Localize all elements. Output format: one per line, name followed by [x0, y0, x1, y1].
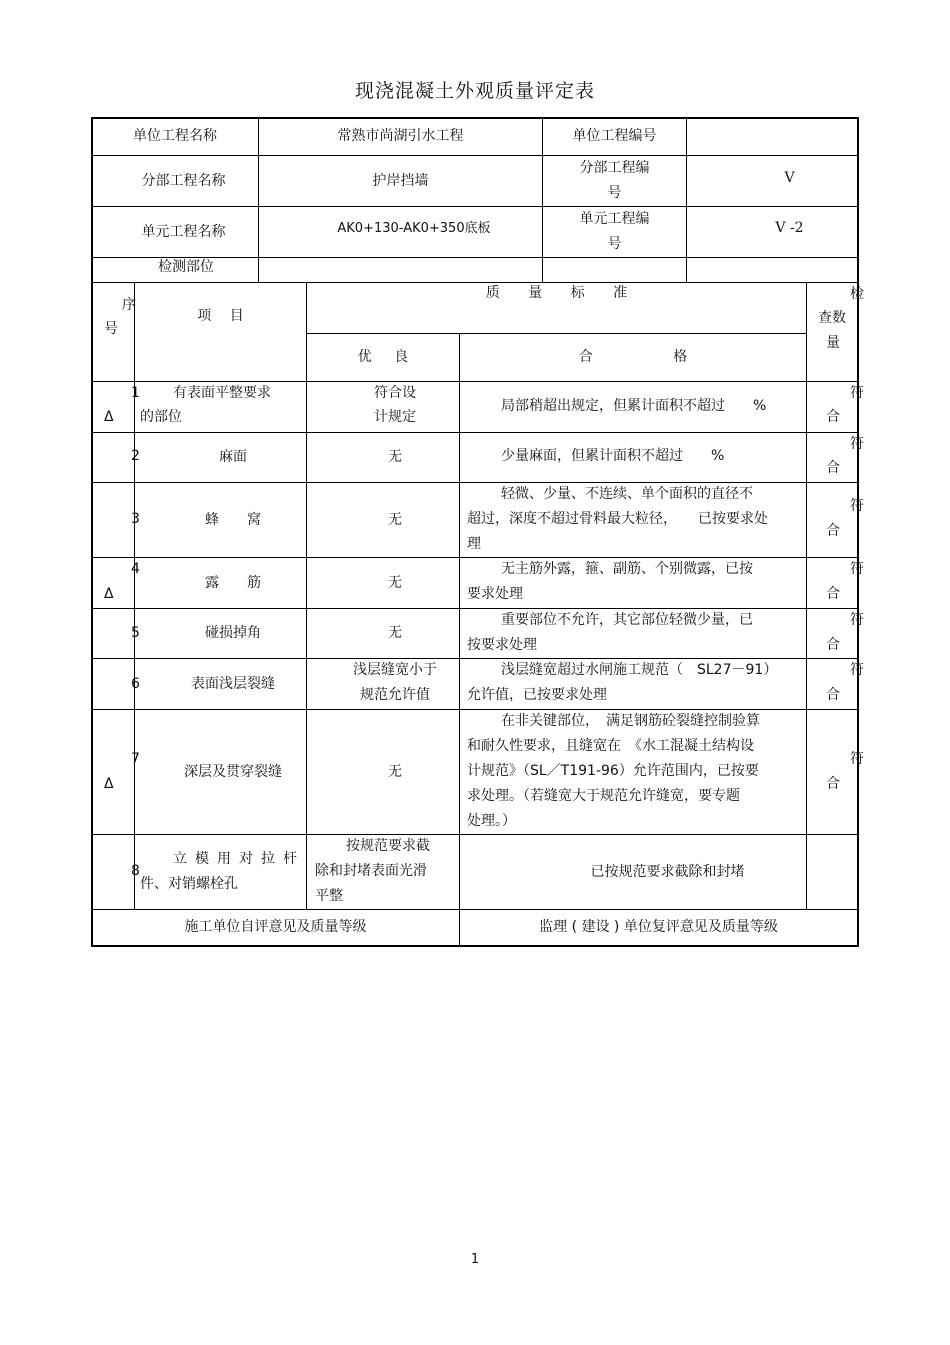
excellent-line1: 无: [388, 574, 402, 591]
qualified-line3: 理: [467, 536, 481, 552]
qualified-line1: 少量麻面，但累计面积不超过 %: [501, 448, 725, 464]
row-number: 6: [131, 676, 140, 692]
contractor-self-assessment-label: 施工单位自评意见及质量等级: [184, 919, 367, 935]
qualified-line2: 超过，深度不超过骨料最大粒径， 已按要求处: [467, 511, 768, 527]
check-result-line2: 合: [826, 586, 840, 602]
element-project-no-label-line1: 单元工程编: [579, 211, 650, 227]
sub-project-no-label: [543, 156, 686, 206]
row-number: 3: [131, 511, 140, 527]
unit-project-no-value: [687, 118, 857, 155]
element-project-name-label: 单元工程名称: [141, 223, 226, 240]
check-result-line2: 合: [826, 687, 840, 703]
qualified-line1: 无主筋外露，箍、副筋、个别微露，已按: [501, 561, 753, 577]
inspection-part-label: 检测部位: [158, 258, 214, 275]
qualified-line1: 轻微、少量、不连续、单个面积的直径不: [501, 486, 753, 502]
excellent-line1: 浅层缝宽小于: [353, 662, 437, 678]
qualified-line3: 计规范》（SL／T191-96）允许范围内，已按要: [467, 763, 759, 779]
excellent-line1: 符合设: [374, 385, 416, 401]
sub-project-name-label: 分部工程名称: [141, 172, 226, 189]
excellent-line1: 按规范要求截: [346, 838, 430, 854]
check-result-line1: 符: [850, 612, 864, 628]
check-result-line1: 符: [850, 751, 864, 767]
sub-project-no-label-line1: 分部工程编: [579, 160, 650, 176]
excellent-line2: 除和封堵表面光滑: [315, 863, 427, 879]
element-project-no-value: V -2: [775, 220, 804, 236]
sub-project-no-label-line2: 号: [607, 185, 622, 201]
excellent-line1: 无: [388, 449, 402, 465]
item-name-line1: 深层及贯穿裂缝: [184, 763, 282, 780]
qualified-line1: 浅层缝宽超过水闸施工规范（ SL27－91）: [501, 662, 778, 678]
key-item-mark: Δ: [104, 776, 114, 792]
col-qualified: 合 格: [578, 349, 688, 365]
check-result-line2: 合: [826, 460, 840, 476]
item-name-line2: 件、对销螺栓孔: [140, 876, 238, 892]
page-title: 现浇混凝土外观质量评定表: [354, 80, 595, 102]
row-number: 2: [131, 448, 140, 464]
check-result-line2: 合: [826, 637, 840, 653]
element-project-name-value: AK0+130-AK0+350底板: [337, 221, 491, 236]
qualified-line1: 在非关键部位， 满足钢筋砼裂缝控制验算: [501, 713, 760, 729]
col-seq-line1: 序: [122, 297, 136, 313]
excellent-line3: 平整: [315, 888, 343, 904]
qualified-line2: 要求处理: [467, 586, 523, 602]
excellent-line1: 无: [388, 511, 402, 528]
col-item: 项 目: [197, 307, 244, 324]
check-result-line1: 符: [850, 385, 864, 401]
sub-project-name-value: 护岸挡墙: [372, 172, 429, 189]
qualified-line1: 局部稍超出规定，但累计面积不超过 %: [501, 398, 767, 414]
unit-project-name-label: 单位工程名称: [133, 128, 217, 144]
item-name-line1: 露 筋: [205, 574, 261, 591]
item-name-line1: 表面浅层裂缝: [191, 675, 275, 692]
col-excellent: 优 良: [357, 349, 409, 365]
excellent-line2: 规范允许值: [360, 687, 430, 703]
check-result-line2: 合: [826, 409, 840, 425]
col-check-line3: 量: [826, 335, 840, 351]
element-project-no-label: [543, 207, 686, 257]
unit-project-no-label: 单位工程编号: [572, 128, 657, 144]
check-result-line1: 符: [850, 561, 864, 577]
supervisor-review-label: 监理 ( 建设 ) 单位复评意见及质量等级: [539, 919, 778, 935]
check-result-line2: 合: [826, 776, 840, 792]
sub-project-no-value: V: [784, 169, 795, 186]
excellent-line1: 无: [388, 763, 402, 780]
excellent-line1: 无: [388, 625, 402, 641]
row-number: 7: [131, 751, 140, 767]
key-item-mark: Δ: [104, 409, 114, 425]
row-number: 1: [131, 385, 140, 401]
qualified-line5: 处理。）: [467, 813, 516, 829]
check-result-line1: 符: [850, 498, 864, 514]
row-number: 4: [131, 561, 140, 577]
element-project-no-label-line2: 号: [607, 236, 622, 252]
inspection-part-value: [259, 258, 542, 282]
item-name-line1: 碰损掉角: [205, 625, 261, 641]
col-check-line1: 检: [850, 286, 864, 302]
qualified-line4: 求处理。（若缝宽大于规范允许缝宽，要专题: [467, 788, 740, 804]
excellent-line2: 计规定: [374, 409, 416, 425]
item-name-line1: 有表面平整要求: [173, 385, 271, 401]
qualified-line1: 已按规范要求截除和封堵: [590, 863, 745, 880]
row-number: 5: [131, 625, 140, 641]
qualified-line2: 允许值，已按要求处理: [467, 687, 607, 703]
row-number: 8: [131, 863, 140, 879]
qualified-line2: 按要求处理: [467, 637, 537, 653]
key-item-mark: Δ: [104, 586, 114, 602]
item-name-line1: 蜂 窝: [205, 511, 261, 528]
check-result-line1: 符: [850, 436, 864, 452]
col-seq-line2: 号: [104, 321, 118, 337]
qualified-line1: 重要部位不允许，其它部位轻微少量，已: [501, 612, 753, 628]
page-number: 1: [470, 1252, 480, 1267]
col-check-line2: 查数: [818, 310, 846, 326]
unit-project-name-value: 常熟市尚湖引水工程: [337, 128, 464, 144]
check-result-line1: 符: [850, 662, 864, 678]
check-result-line2: 合: [826, 523, 840, 539]
col-quality-standard: 质 量 标 准: [485, 285, 628, 301]
item-name-line1: 麻面: [219, 449, 247, 465]
item-name-line2: 的部位: [140, 409, 182, 425]
item-name-line1: 立模用对拉杆: [173, 851, 297, 867]
qualified-line2: 和耐久性要求，且缝宽在 《水工混凝土结构设: [467, 738, 754, 754]
